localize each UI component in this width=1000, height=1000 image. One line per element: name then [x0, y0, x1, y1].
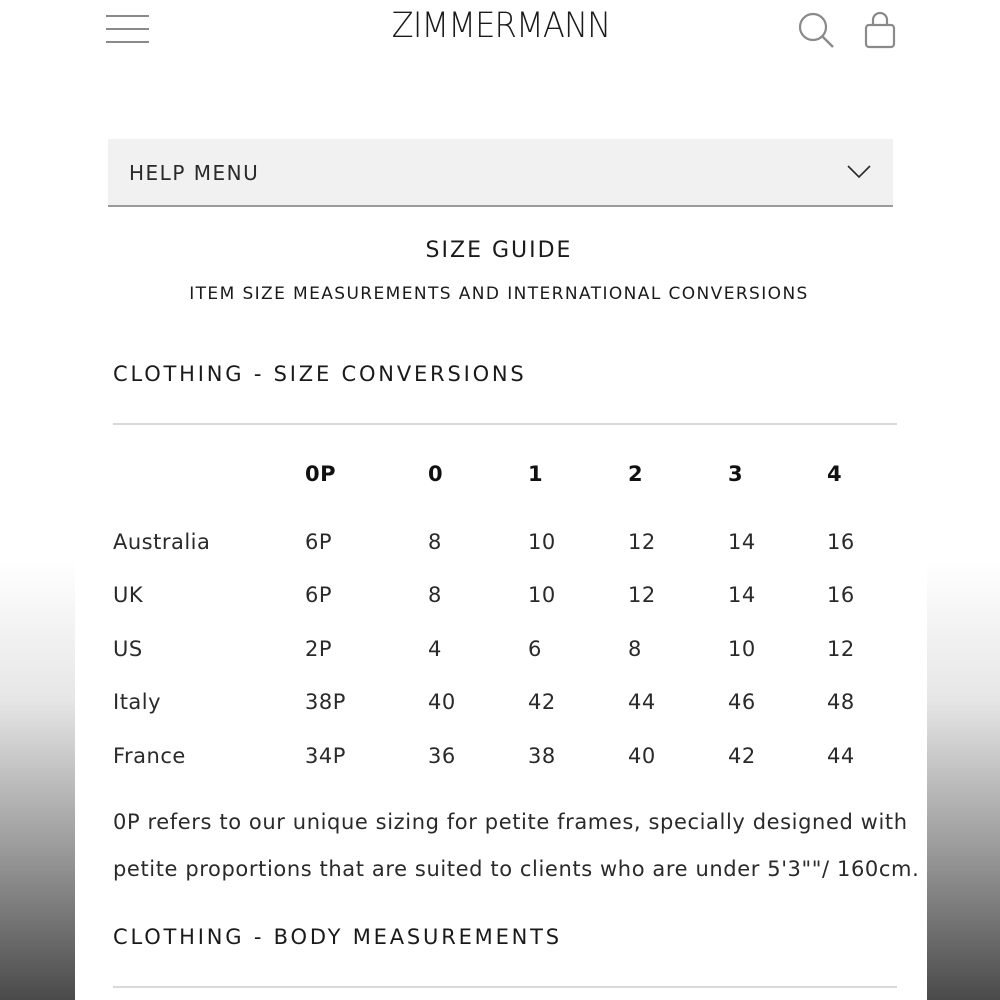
table-cell: 14	[728, 583, 756, 607]
table-cell: 14	[728, 530, 756, 554]
divider	[113, 986, 897, 988]
row-label: France	[113, 744, 186, 768]
column-header: 3	[728, 462, 744, 486]
table-cell: 38	[528, 744, 556, 768]
table-cell: 48	[827, 690, 855, 714]
table-cell: 44	[628, 690, 656, 714]
table-cell: 34P	[305, 744, 346, 768]
table-cell: 12	[628, 583, 656, 607]
table-cell: 46	[728, 690, 756, 714]
column-header: 0	[428, 462, 444, 486]
table-cell: 36	[428, 744, 456, 768]
table-cell: 6P	[305, 530, 333, 554]
column-header: 4	[827, 462, 843, 486]
table-cell: 10	[528, 583, 556, 607]
section-title-size-conversions: CLOTHING - SIZE CONVERSIONS	[113, 362, 527, 386]
row-label: Italy	[113, 690, 162, 714]
table-cell: 44	[827, 744, 855, 768]
table-cell: 40	[428, 690, 456, 714]
table-cell: 42	[728, 744, 756, 768]
column-header: 1	[528, 462, 544, 486]
table-cell: 10	[728, 637, 756, 661]
brand-logo[interactable]: ZIMMERMANN	[391, 6, 611, 46]
table-cell: 6	[528, 637, 542, 661]
table-cell: 10	[528, 530, 556, 554]
row-label: UK	[113, 583, 144, 607]
table-cell: 6P	[305, 583, 333, 607]
table-cell: 16	[827, 530, 855, 554]
table-cell: 38P	[305, 690, 346, 714]
table-cell: 16	[827, 583, 855, 607]
section-title-body-measurements: CLOTHING - BODY MEASUREMENTS	[113, 925, 562, 949]
petite-note-line-2: petite proportions that are suited to clients who are under 5'3""/ 160cm.	[113, 857, 920, 881]
column-header: 0P	[305, 462, 337, 486]
table-cell: 12	[628, 530, 656, 554]
column-header: 2	[628, 462, 644, 486]
page-subtitle: ITEM SIZE MEASUREMENTS AND INTERNATIONAL CONVERSIONS	[189, 284, 809, 304]
chevron-down-icon	[847, 165, 871, 179]
shopping-bag-icon[interactable]	[863, 11, 897, 49]
page	[75, 0, 927, 1000]
table-cell: 40	[628, 744, 656, 768]
table-cell: 8	[428, 530, 442, 554]
page-title: SIZE GUIDE	[425, 238, 573, 263]
table-cell: 8	[628, 637, 642, 661]
row-label: US	[113, 637, 143, 661]
help-menu-dropdown[interactable]	[108, 139, 893, 207]
row-label: Australia	[113, 530, 211, 554]
divider	[113, 423, 897, 425]
table-cell: 4	[428, 637, 442, 661]
table-cell: 42	[528, 690, 556, 714]
table-cell: 2P	[305, 637, 333, 661]
petite-note-line-1: 0P refers to our unique sizing for petite frames, specially designed with	[113, 810, 908, 834]
search-icon[interactable]	[797, 11, 835, 49]
table-cell: 8	[428, 583, 442, 607]
help-menu-label: HELP MENU	[129, 161, 260, 185]
table-cell: 12	[827, 637, 855, 661]
header	[75, 0, 927, 60]
